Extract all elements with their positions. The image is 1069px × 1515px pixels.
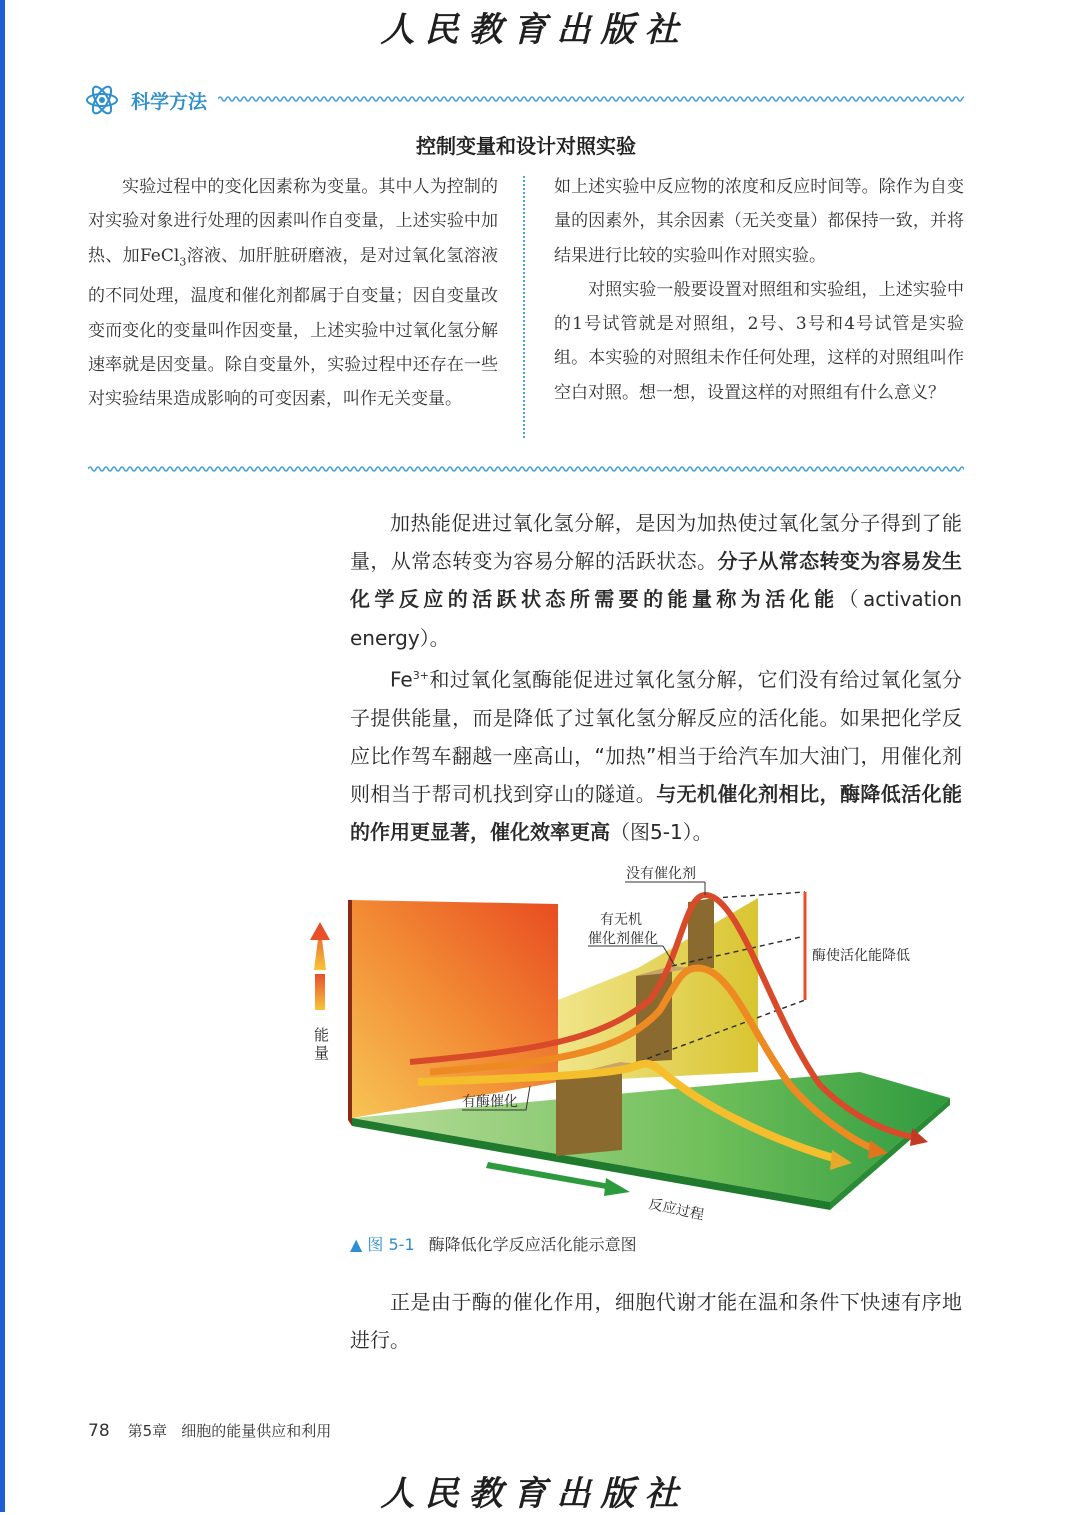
wave-divider-bottom <box>88 465 964 473</box>
figure-wall-edge <box>348 900 352 1126</box>
main-text-closing <box>350 1283 962 1359</box>
method-label: 科学方法 <box>131 91 208 113</box>
activation-energy-figure <box>300 850 960 1225</box>
label-reaction-progress: 反应过程 <box>647 1196 706 1224</box>
wave-divider-top <box>218 95 964 103</box>
publisher-header: 人民教育出版社 <box>380 10 689 50</box>
enzyme-efficiency-statement: 与无机催化剂相比，酶降低活化能的作用更显著，催化效率更高 <box>350 782 963 845</box>
energy-axis-arrowhead <box>310 922 330 940</box>
activation-energy-definition: 分子从常态转变为容易发生化学反应的活跃状态所需要的能量称为活化能 <box>350 549 963 612</box>
left-text-part2: 溶液、加肝脏研磨液，是对过氧化氢溶液的不同处理，温度和催化剂都属于自变量；因自变量改变而变化的变量叫作因变量，上述实验中过氧化氢分解速率就是因变量。除自变量外，实验过程中还存在一些对实验结果造成影响的可变因素，叫作无关变量。 <box>88 245 499 410</box>
chapter-title: 细胞的能量供应和利用 <box>181 1422 332 1440</box>
column-divider <box>523 176 525 438</box>
label-reduction: 酶使活化能降低 <box>812 948 910 964</box>
caption-text: 酶降低化学反应活化能示意图 <box>428 1235 637 1254</box>
paragraph-activation-energy: 加热能促进过氧化氢分解，是因为加热使过氧化氢分子得到了能量，从常态转变为容易分解的活跃状态。分子从常态转变为容易发生化学反应的活跃状态所需要的能量称为活化能（activation energy）。 <box>350 511 963 650</box>
figure-back-wall <box>352 900 558 1118</box>
paragraph-closing: 正是由于酶的催化作用，细胞代谢才能在温和条件下快速有序地进行。 <box>350 1290 962 1353</box>
chapter-number: 第5章 <box>127 1422 168 1440</box>
label-no-catalyst: 没有催化剂 <box>626 866 696 882</box>
method-left-column <box>88 170 498 416</box>
caption-number: ▲ 图 5-1 <box>350 1235 415 1254</box>
label-energy-1: 能 <box>314 1026 330 1044</box>
right-paragraph-2: 对照实验一般要设置对照组和实验组，上述实验中的1号试管就是对照组，2号、3号和4号试管是实验组。本实验的对照组未作任何处理，这样的对照组叫作空白对照。想一想，设置这样的对照组有什么意义？ <box>554 279 964 403</box>
figure-caption <box>350 1232 637 1255</box>
publisher-footer: 人民教育出版社 <box>380 1474 689 1514</box>
label-energy-2: 量 <box>314 1044 330 1062</box>
page-edge-bar <box>0 0 5 1512</box>
method-right-column <box>554 170 964 410</box>
label-inorganic-line2: 催化剂催化 <box>588 931 658 947</box>
page-number: 78 <box>88 1421 110 1441</box>
block-low <box>556 1068 622 1156</box>
atom-icon <box>85 83 119 117</box>
label-inorganic-line1: 有无机 <box>600 912 642 928</box>
fecl-subscript: 3 <box>179 254 187 268</box>
paragraph-enzyme-catalysis: $Fe^{3+}$和过氧化氢酶能促进过氧化氢分解，它们没有给过氧化氢分子提供能量，而是降低了过氧化氢分解反应的活化能。如果把化学反应比作驾车翻越一座高山，“加热”相当于给汽车加大油门，用催化剂则相当于帮司机找到穿山的隧道。与无机催化剂相比，酶降低活化能的作用更显著，催化效率更高（图5-1）。 <box>350 667 963 845</box>
left-text-part1: 实验过程中的变化因素称为变量。其中人为控制的对实验对象进行处理的因素叫作自变量，上述实验中加热、加FeCl <box>88 177 498 266</box>
method-box-title: 控制变量和设计对照实验 <box>416 134 636 158</box>
progress-arrowhead <box>604 1178 630 1196</box>
right-paragraph-1: 如上述实验中反应物的浓度和反应时间等。除作为自变量的因素外，其余因素（无关变量）都保持一致，并将结果进行比较的实验叫作对照实验。 <box>554 177 964 266</box>
caption-triangle-icon: ▲ <box>350 1235 363 1254</box>
label-enzyme: 有酶催化 <box>462 1094 518 1110</box>
main-text-block <box>350 504 962 851</box>
page-footer <box>88 1420 331 1441</box>
fe-charge-superscript: 3+ <box>412 668 429 682</box>
